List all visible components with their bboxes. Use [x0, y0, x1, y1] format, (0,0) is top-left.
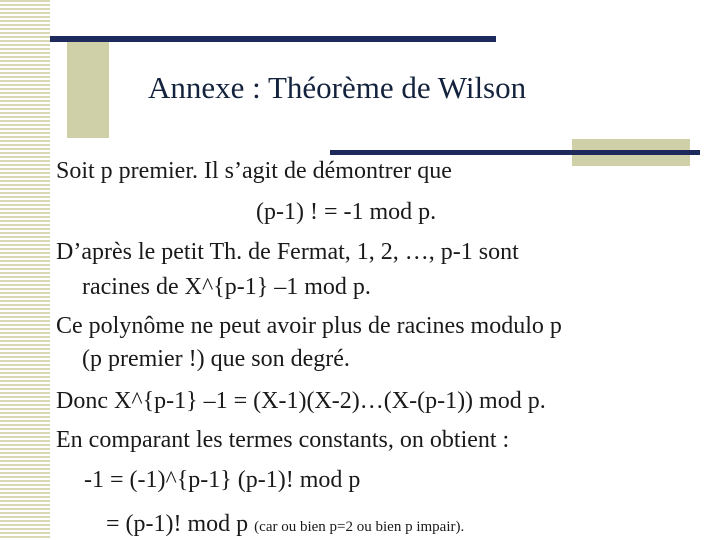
body-line: -1 = (-1)^{p-1} (p-1)! mod p [84, 467, 361, 493]
last-line-main: = (p-1)! mod p [106, 511, 255, 537]
body-line: En comparant les termes constants, on obtient : [56, 427, 510, 453]
last-line-note: (car ou bien p=2 ou bien p impair). [254, 519, 465, 535]
slide-title: Annexe : Théorème de Wilson [148, 70, 527, 105]
decorative-stripes [0, 0, 50, 540]
body-line: Donc X^{p-1} –1 = (X-1)(X-2)…(X-(p-1)) mod p. [56, 388, 546, 414]
body-line: (p premier !) que son degré. [82, 346, 350, 372]
body-line-last [106, 511, 464, 539]
body-line: Ce polynôme ne peut avoir plus de racines modulo p [56, 313, 562, 339]
decorative-title-bar [50, 36, 496, 42]
body-line: racines de X^{p-1} –1 mod p. [82, 274, 371, 300]
body-line: Soit p premier. Il s’agit de démontrer que [56, 158, 452, 184]
decorative-title-block [67, 40, 109, 138]
body-line: (p-1) ! = -1 mod p. [256, 199, 437, 225]
body-line: D’après le petit Th. de Fermat, 1, 2, …, p-1 sont [56, 239, 519, 265]
decorative-right-bar [330, 150, 700, 155]
